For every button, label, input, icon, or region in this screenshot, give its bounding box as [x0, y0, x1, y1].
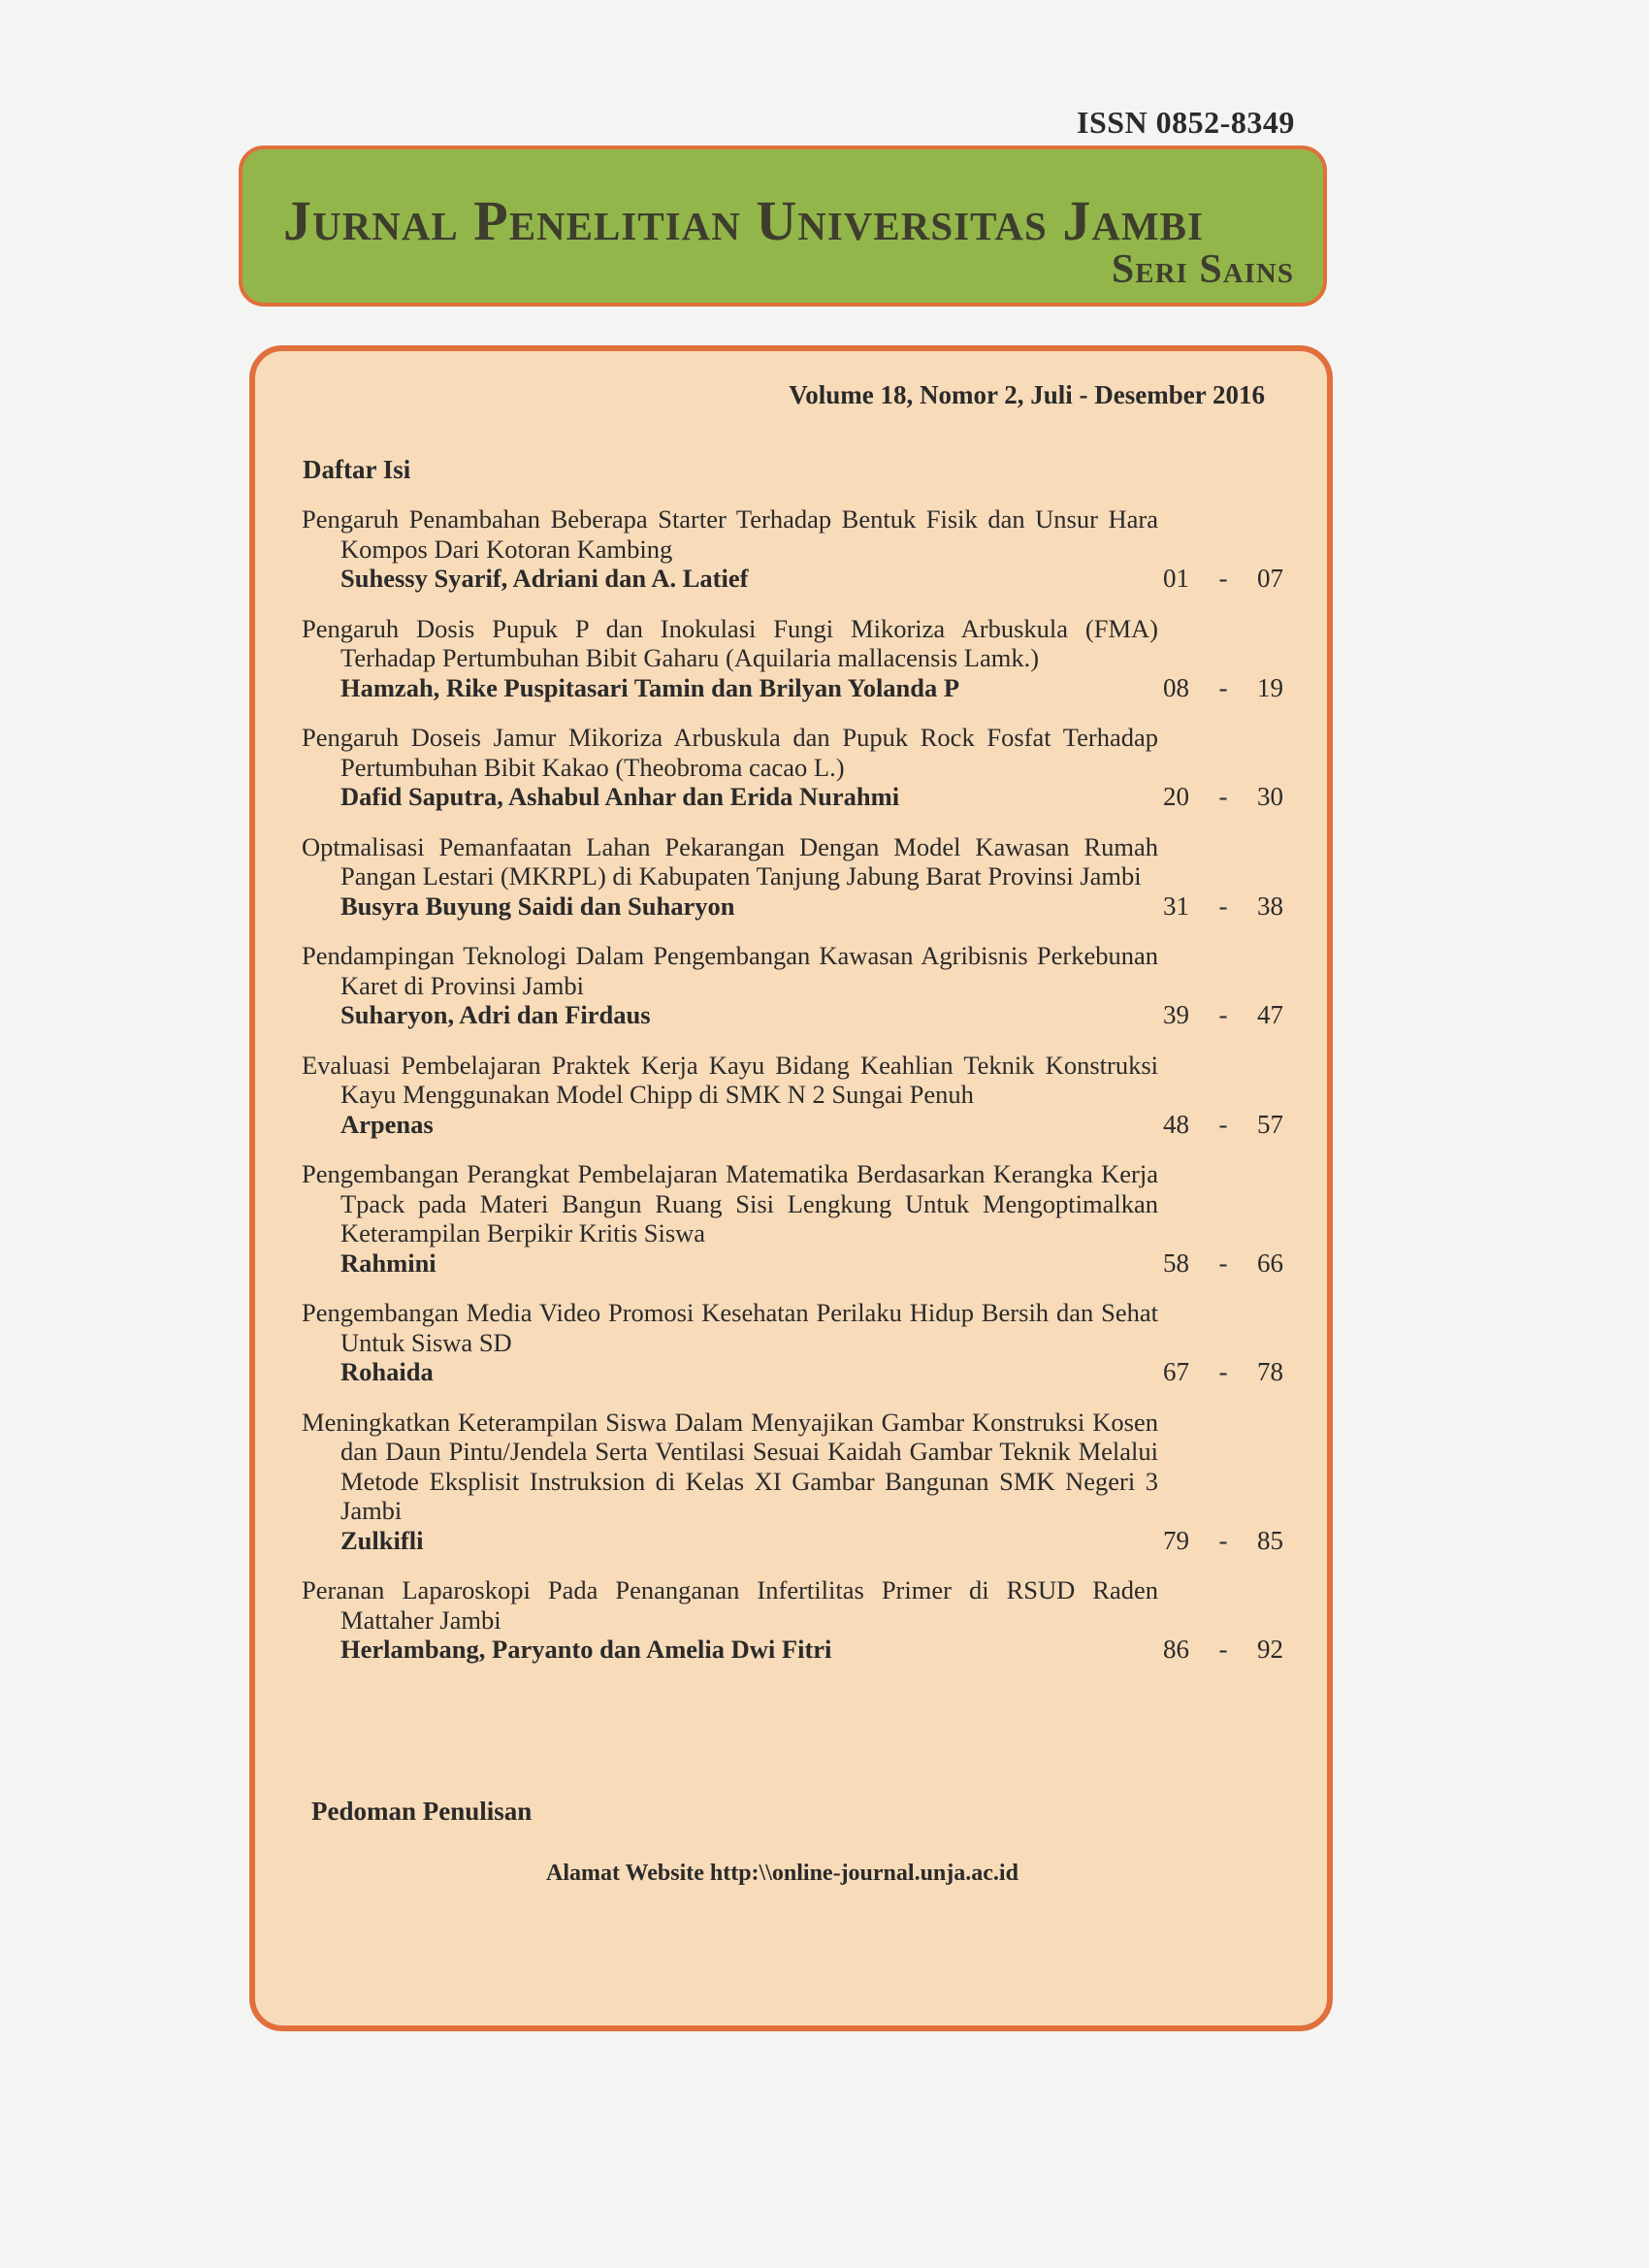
toc-entry	[302, 1051, 1283, 1140]
writing-guidelines: Pedoman Penulisan	[311, 1797, 533, 1826]
toc-heading: Daftar Isi	[303, 455, 411, 484]
page-start: 31	[1163, 891, 1189, 921]
issn-number: ISSN 0852-8349	[1077, 105, 1295, 140]
page-range	[1163, 673, 1283, 703]
page-separator: -	[1218, 782, 1228, 811]
page-range	[1163, 891, 1283, 922]
article-title: Meningkatkan Keterampilan Siswa Dalam Menyajikan Gambar Konstruksi Kosen dan Daun Pintu/Jendela Serta Ventilasi Sesuai Kaidah Gambar Teknik Melalui Metode Eksplisit Instruksion di Kelas XI Gambar Bangunan SMK Negeri 3 Jambi	[302, 1407, 1158, 1525]
page-end: 57	[1257, 1109, 1283, 1139]
toc-entry	[302, 941, 1283, 1030]
page-start: 48	[1163, 1109, 1189, 1139]
page-separator: -	[1218, 1109, 1228, 1139]
article-authors: Dafid Saputra, Ashabul Anhar dan Erida Nurahmi	[340, 782, 900, 811]
article-authors: Rohaida	[340, 1357, 434, 1386]
journal-title: Jurnal Penelitian Universitas Jambi	[283, 189, 1204, 252]
page-start: 86	[1163, 1635, 1189, 1664]
article-title: Pengembangan Perangkat Pembelajaran Matematika Berdasarkan Kerangka Kerja Tpack pada Materi Bangun Ruang Sisi Lengkung Untuk Mengoptimalkan Keterampilan Berpikir Kritis Siswa	[302, 1159, 1158, 1247]
page-end: 66	[1257, 1247, 1283, 1278]
journal-series: Seri Sains	[1111, 247, 1294, 292]
article-title: Optmalisasi Pemanfaatan Lahan Pekarangan Dengan Model Kawasan Rumah Pangan Lestari (MKRPL) di Kabupaten Tanjung Jabung Barat Provinsi Jambi	[302, 831, 1158, 891]
page-separator: -	[1218, 891, 1228, 921]
toc-entry	[302, 1159, 1283, 1278]
toc-entry	[302, 614, 1283, 703]
page-separator: -	[1218, 1525, 1228, 1555]
page-end: 38	[1257, 891, 1283, 921]
page-range	[1163, 1526, 1283, 1556]
page-end: 19	[1257, 672, 1283, 702]
page-range	[1163, 1248, 1283, 1279]
page-start: 39	[1163, 1000, 1189, 1029]
page-separator: -	[1218, 1635, 1228, 1664]
page-range	[1163, 782, 1283, 812]
article-title: Pengaruh Dosis Pupuk P dan Inokulasi Fungi Mikoriza Arbuskula (FMA) Terhadap Pertumbuhan Bibit Gaharu (Aquilaria mallacensis Lamk.)	[302, 613, 1158, 672]
volume-info: Volume 18, Nomor 2, Juli - Desember 2016	[789, 380, 1265, 409]
article-authors: Herlambang, Paryanto dan Amelia Dwi Fitri	[340, 1635, 832, 1664]
website-address: Alamat Website http:\\online-journal.unja.ac.id	[546, 1861, 1018, 1886]
page-end: 85	[1257, 1525, 1283, 1555]
page-start: 79	[1163, 1525, 1189, 1555]
toc-entry	[302, 832, 1283, 922]
page-separator: -	[1218, 564, 1228, 593]
toc-entry	[302, 1408, 1283, 1556]
toc-entry	[302, 1298, 1283, 1387]
article-authors: Suhessy Syarif, Adriani dan A. Latief	[340, 564, 749, 593]
article-title: Evaluasi Pembelajaran Praktek Kerja Kayu Bidang Keahlian Teknik Konstruksi Kayu Menggunakan Model Chipp di SMK N 2 Sungai Penuh	[302, 1050, 1158, 1109]
page-end: 92	[1257, 1635, 1283, 1664]
toc-entry	[302, 1575, 1283, 1665]
article-authors: Rahmini	[340, 1247, 436, 1278]
page-separator: -	[1218, 672, 1228, 702]
toc-entry	[302, 723, 1283, 812]
page-end: 47	[1257, 1000, 1283, 1029]
page-range	[1163, 1635, 1283, 1665]
article-title: Pengembangan Media Video Promosi Kesehatan Perilaku Hidup Bersih dan Sehat Untuk Siswa SD	[302, 1298, 1158, 1357]
page-range	[1163, 1000, 1283, 1030]
page-start: 67	[1163, 1357, 1189, 1386]
page-start: 58	[1163, 1247, 1189, 1278]
page-range	[1163, 1110, 1283, 1140]
journal-banner	[239, 146, 1327, 307]
article-authors: Suharyon, Adri dan Firdaus	[340, 1000, 651, 1029]
page-end: 78	[1257, 1357, 1283, 1386]
page-range	[1163, 564, 1283, 594]
page-range	[1163, 1357, 1283, 1387]
article-title: Pengaruh Penambahan Beberapa Starter Terhadap Bentuk Fisik dan Unsur Hara Kompos Dari Kotoran Kambing	[302, 504, 1158, 564]
toc-entries	[302, 504, 1283, 1685]
article-title: Pengaruh Doseis Jamur Mikoriza Arbuskula dan Pupuk Rock Fosfat Terhadap Pertumbuhan Bibit Kakao (Theobroma cacao L.)	[302, 723, 1158, 782]
table-of-contents-panel	[249, 345, 1333, 2031]
page-start: 08	[1163, 672, 1189, 702]
article-authors: Arpenas	[340, 1109, 434, 1139]
article-title: Peranan Laparoskopi Pada Penanganan Infertilitas Primer di RSUD Raden Mattaher Jambi	[302, 1575, 1158, 1635]
article-title: Pendampingan Teknologi Dalam Pengembangan Kawasan Agribisnis Perkebunan Karet di Provinsi Jambi	[302, 941, 1158, 1000]
page-separator: -	[1218, 1000, 1228, 1029]
page-separator: -	[1218, 1357, 1228, 1386]
page-end: 30	[1257, 782, 1283, 811]
page-start: 01	[1163, 564, 1189, 593]
article-authors: Busyra Buyung Saidi dan Suharyon	[340, 891, 735, 921]
page-start: 20	[1163, 782, 1189, 811]
page-separator: -	[1218, 1247, 1228, 1278]
article-authors: Hamzah, Rike Puspitasari Tamin dan Brilyan Yolanda P	[340, 672, 960, 702]
toc-entry	[302, 504, 1283, 594]
article-authors: Zulkifli	[340, 1525, 424, 1555]
page-end: 07	[1257, 564, 1283, 593]
